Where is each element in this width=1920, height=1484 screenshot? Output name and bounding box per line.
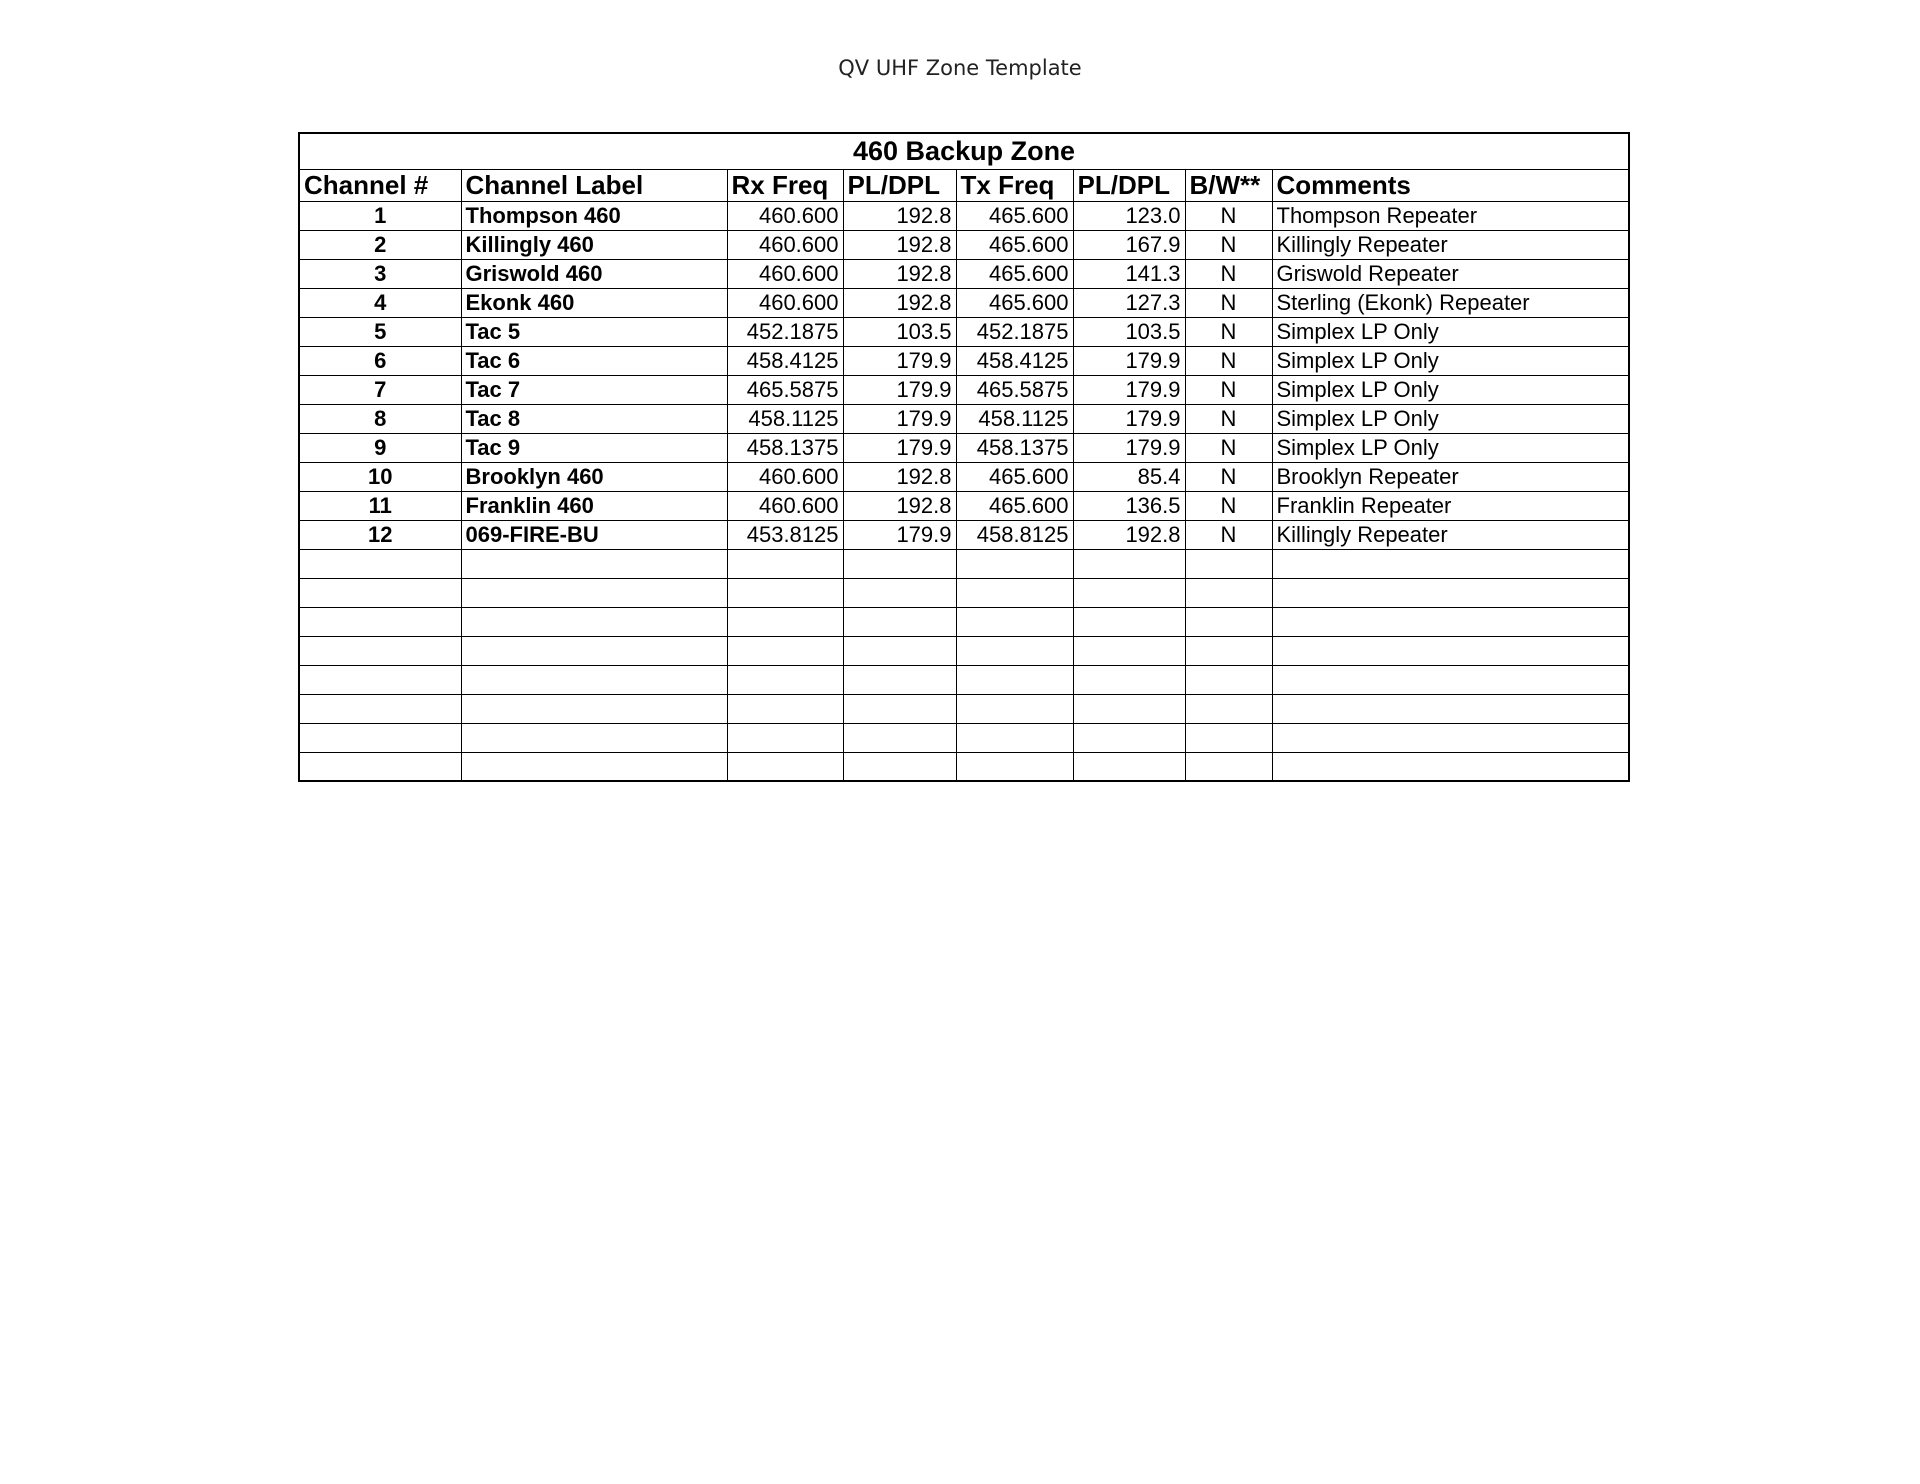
rx-pl: 192.8 [843,230,956,259]
comment: Griswold Repeater [1272,259,1629,288]
rx-pl [843,578,956,607]
tx-pl [1073,723,1185,752]
bandwidth: N [1185,462,1272,491]
comment: Franklin Repeater [1272,491,1629,520]
column-header-row [299,169,1629,201]
bandwidth: N [1185,433,1272,462]
channel-number [299,665,461,694]
tx-pl: 85.4 [1073,462,1185,491]
channel-number [299,549,461,578]
channel-number [299,636,461,665]
tx-freq: 465.600 [956,491,1073,520]
tx-pl: 192.8 [1073,520,1185,549]
bandwidth: N [1185,491,1272,520]
zone-table [298,132,1630,782]
table-row [299,491,1629,520]
tx-freq: 458.1375 [956,433,1073,462]
rx-pl: 192.8 [843,491,956,520]
tx-freq: 452.1875 [956,317,1073,346]
channel-label: Tac 8 [461,404,727,433]
comment [1272,694,1629,723]
channel-label: Tac 5 [461,317,727,346]
channel-number: 9 [299,433,461,462]
rx-freq: 460.600 [727,201,843,230]
channel-label: Franklin 460 [461,491,727,520]
tx-pl [1073,607,1185,636]
rx-freq: 460.600 [727,462,843,491]
zone-title-row [299,133,1629,169]
channel-number [299,694,461,723]
column-header-rx-pl: PL/DPL [843,169,956,201]
channel-label: Griswold 460 [461,259,727,288]
rx-freq: 458.1375 [727,433,843,462]
comment: Simplex LP Only [1272,404,1629,433]
bandwidth [1185,607,1272,636]
rx-pl [843,607,956,636]
bandwidth [1185,636,1272,665]
rx-pl: 179.9 [843,520,956,549]
rx-freq: 458.4125 [727,346,843,375]
channel-label [461,694,727,723]
channel-number [299,723,461,752]
rx-freq: 460.600 [727,288,843,317]
channel-number: 10 [299,462,461,491]
comment [1272,578,1629,607]
table-row [299,665,1629,694]
table-row [299,723,1629,752]
table-row [299,549,1629,578]
channel-label [461,578,727,607]
tx-freq: 465.600 [956,259,1073,288]
tx-freq: 465.600 [956,201,1073,230]
channel-label: Ekonk 460 [461,288,727,317]
channel-number [299,578,461,607]
comment [1272,549,1629,578]
table-row [299,462,1629,491]
rx-freq [727,636,843,665]
table-row [299,259,1629,288]
comment [1272,752,1629,781]
bandwidth: N [1185,288,1272,317]
channel-label: 069-FIRE-BU [461,520,727,549]
table-row [299,433,1629,462]
column-header-channel: Channel # [299,169,461,201]
table-row [299,607,1629,636]
rx-pl: 103.5 [843,317,956,346]
channel-label: Killingly 460 [461,230,727,259]
channel-number: 6 [299,346,461,375]
comment: Simplex LP Only [1272,346,1629,375]
rx-freq [727,607,843,636]
channel-number: 11 [299,491,461,520]
table-row [299,578,1629,607]
tx-freq [956,578,1073,607]
table-row [299,317,1629,346]
tx-freq [956,636,1073,665]
comment: Sterling (Ekonk) Repeater [1272,288,1629,317]
rx-pl: 192.8 [843,201,956,230]
rx-pl: 192.8 [843,288,956,317]
rx-pl: 179.9 [843,433,956,462]
channel-label [461,549,727,578]
rx-freq: 458.1125 [727,404,843,433]
tx-freq: 465.600 [956,288,1073,317]
rx-freq: 465.5875 [727,375,843,404]
channel-number [299,607,461,636]
column-header-rx-freq: Rx Freq [727,169,843,201]
column-header-tx-pl: PL/DPL [1073,169,1185,201]
rx-pl: 179.9 [843,375,956,404]
column-header-comments: Comments [1272,169,1629,201]
channel-number: 7 [299,375,461,404]
tx-freq [956,665,1073,694]
bandwidth [1185,549,1272,578]
table-row [299,636,1629,665]
channel-number: 4 [299,288,461,317]
rx-pl: 192.8 [843,462,956,491]
channel-label [461,752,727,781]
comment: Killingly Repeater [1272,230,1629,259]
bandwidth [1185,723,1272,752]
rx-pl [843,636,956,665]
table-row [299,752,1629,781]
tx-pl: 123.0 [1073,201,1185,230]
tx-pl: 103.5 [1073,317,1185,346]
tx-freq: 458.1125 [956,404,1073,433]
tx-pl [1073,549,1185,578]
channel-label [461,723,727,752]
tx-freq: 465.600 [956,230,1073,259]
channel-number: 1 [299,201,461,230]
bandwidth: N [1185,346,1272,375]
rx-pl [843,752,956,781]
channel-label [461,607,727,636]
bandwidth [1185,694,1272,723]
table-row [299,346,1629,375]
document-title: QV UHF Zone Template [838,56,1082,80]
tx-pl [1073,694,1185,723]
column-header-label: Channel Label [461,169,727,201]
column-header-bw: B/W** [1185,169,1272,201]
rx-freq: 452.1875 [727,317,843,346]
comment [1272,636,1629,665]
rx-pl: 192.8 [843,259,956,288]
table-row [299,201,1629,230]
tx-pl: 167.9 [1073,230,1185,259]
channel-number: 12 [299,520,461,549]
rx-freq [727,665,843,694]
tx-pl [1073,665,1185,694]
tx-freq [956,549,1073,578]
channel-number: 5 [299,317,461,346]
comment: Simplex LP Only [1272,375,1629,404]
channel-label: Tac 6 [461,346,727,375]
channel-label: Brooklyn 460 [461,462,727,491]
bandwidth: N [1185,259,1272,288]
rx-pl [843,549,956,578]
comment: Simplex LP Only [1272,317,1629,346]
bandwidth [1185,665,1272,694]
channel-label: Tac 7 [461,375,727,404]
table-row [299,694,1629,723]
comment [1272,723,1629,752]
table-row [299,230,1629,259]
tx-pl: 179.9 [1073,375,1185,404]
rx-freq: 460.600 [727,259,843,288]
tx-freq [956,694,1073,723]
tx-pl: 141.3 [1073,259,1185,288]
comment: Killingly Repeater [1272,520,1629,549]
bandwidth: N [1185,404,1272,433]
column-header-tx-freq: Tx Freq [956,169,1073,201]
tx-pl: 179.9 [1073,346,1185,375]
rx-pl [843,694,956,723]
rx-pl: 179.9 [843,404,956,433]
rx-freq [727,752,843,781]
channel-label [461,636,727,665]
comment [1272,665,1629,694]
comment: Simplex LP Only [1272,433,1629,462]
bandwidth [1185,752,1272,781]
tx-pl: 179.9 [1073,433,1185,462]
bandwidth: N [1185,520,1272,549]
tx-pl [1073,578,1185,607]
tx-freq: 465.5875 [956,375,1073,404]
channel-number: 3 [299,259,461,288]
table-row [299,520,1629,549]
bandwidth: N [1185,375,1272,404]
rx-freq: 460.600 [727,230,843,259]
bandwidth: N [1185,317,1272,346]
tx-freq: 465.600 [956,462,1073,491]
rx-freq: 460.600 [727,491,843,520]
comment [1272,607,1629,636]
channel-number: 2 [299,230,461,259]
rx-pl [843,665,956,694]
tx-pl: 136.5 [1073,491,1185,520]
rx-freq: 453.8125 [727,520,843,549]
tx-freq [956,752,1073,781]
channel-number [299,752,461,781]
table-row [299,404,1629,433]
tx-pl: 127.3 [1073,288,1185,317]
channel-label: Thompson 460 [461,201,727,230]
tx-freq [956,723,1073,752]
comment: Brooklyn Repeater [1272,462,1629,491]
tx-pl [1073,636,1185,665]
channel-label [461,665,727,694]
table-row [299,375,1629,404]
bandwidth [1185,578,1272,607]
channel-number: 8 [299,404,461,433]
rx-freq [727,549,843,578]
bandwidth: N [1185,201,1272,230]
rx-freq [727,578,843,607]
rx-freq [727,723,843,752]
tx-freq: 458.8125 [956,520,1073,549]
table-row [299,288,1629,317]
comment: Thompson Repeater [1272,201,1629,230]
tx-pl [1073,752,1185,781]
bandwidth: N [1185,230,1272,259]
zone-title: 460 Backup Zone [299,133,1629,169]
rx-pl [843,723,956,752]
tx-freq: 458.4125 [956,346,1073,375]
tx-freq [956,607,1073,636]
rx-pl: 179.9 [843,346,956,375]
tx-pl: 179.9 [1073,404,1185,433]
rx-freq [727,694,843,723]
channel-label: Tac 9 [461,433,727,462]
